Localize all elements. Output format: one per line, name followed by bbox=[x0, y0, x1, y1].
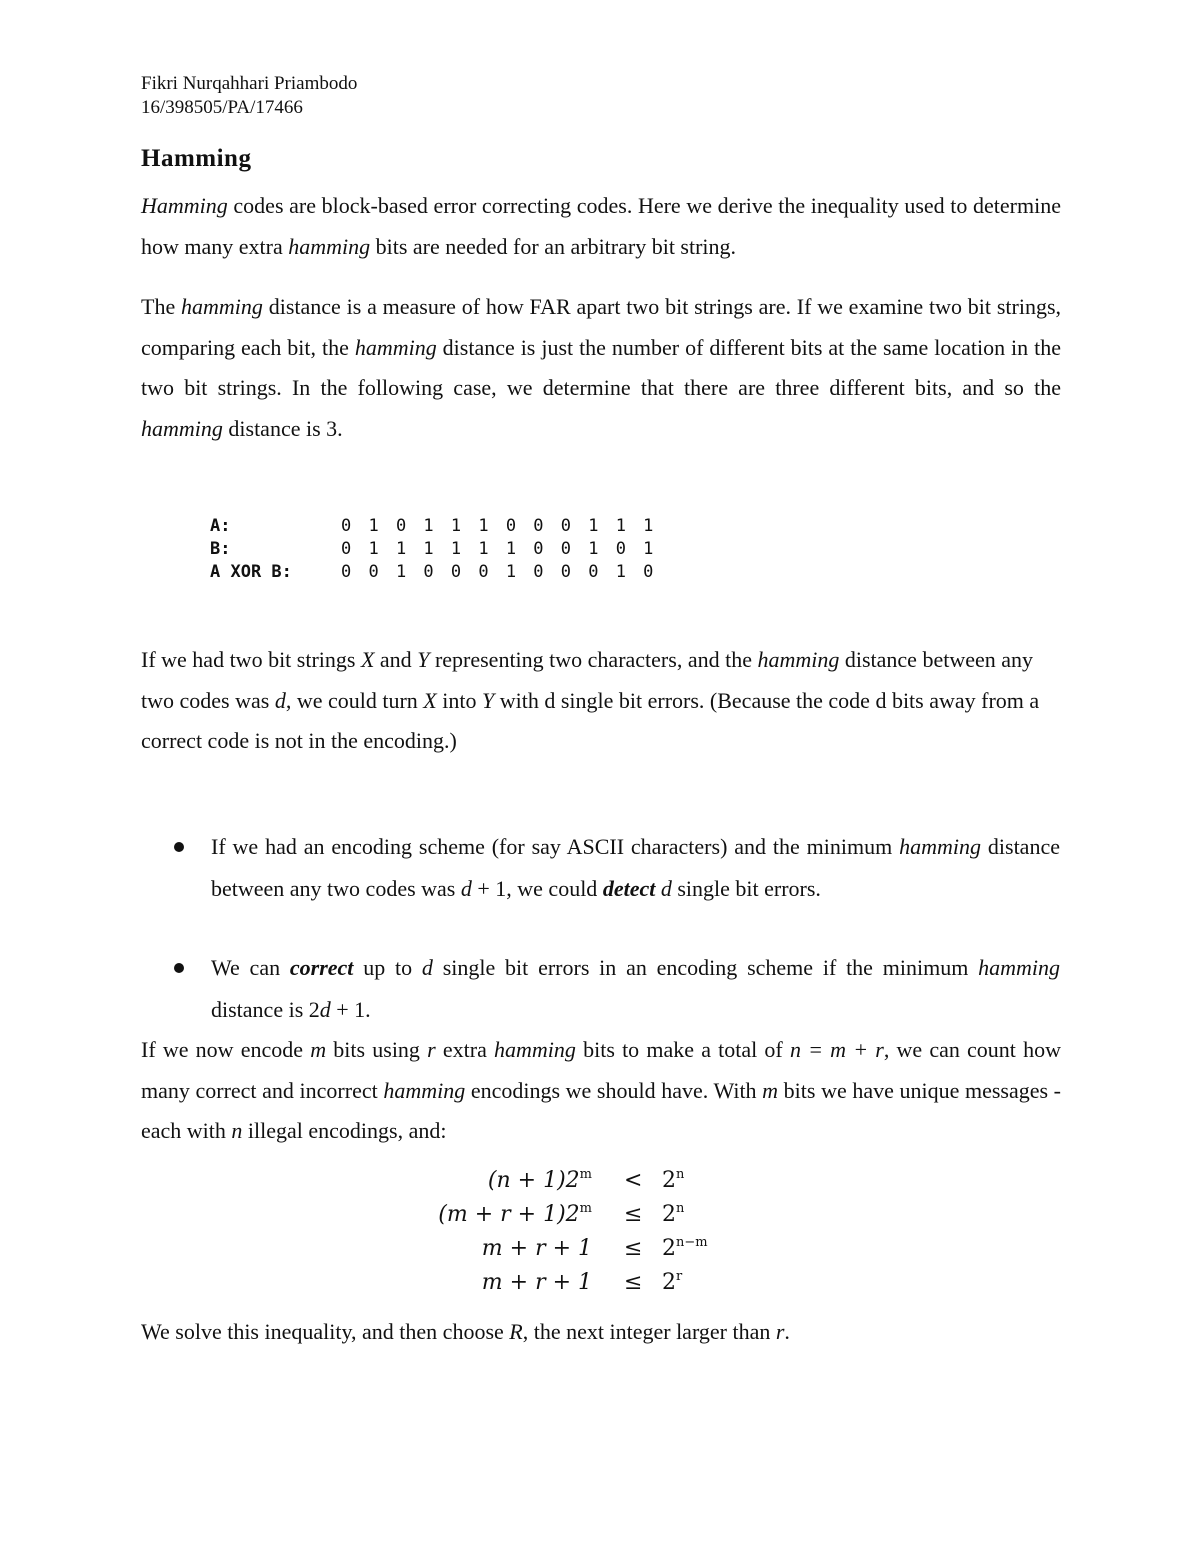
row-bits: 0 1 1 1 1 1 1 0 0 1 0 1 bbox=[341, 539, 654, 559]
bullet-icon bbox=[174, 842, 184, 852]
conclusion-paragraph: We solve this inequality, and then choose R, the next integer larger than r. bbox=[141, 1319, 790, 1344]
inequality-row: $(m + r + 1)2^m$ ≤ 2$^n$ bbox=[438, 1201, 685, 1227]
operator: ≤ bbox=[624, 1236, 643, 1261]
rhs: 2 bbox=[662, 1168, 676, 1193]
row-label: A: bbox=[210, 516, 231, 536]
term-hamming: Hamming bbox=[141, 193, 228, 218]
list-item: We can correct up to d single bit errors in an encoding scheme if the minimum hamming distance is 2d + 1. bbox=[170, 947, 1060, 1030]
intro-paragraph: Hamming codes are block-based error correcting codes. Here we derive the inequality used to determine how many extra hamming bits are needed for an arbitrary bit string. bbox=[141, 193, 1061, 259]
rhs: 2 bbox=[662, 1202, 676, 1227]
lhs: (m + r + 1)2 bbox=[438, 1202, 580, 1227]
rhs: 2 bbox=[662, 1236, 676, 1261]
lhs: m + r + 1 bbox=[481, 1236, 592, 1261]
inequality-row: m + r + 1 ≤ 2$^r$ bbox=[481, 1269, 683, 1295]
rhs: 2 bbox=[662, 1270, 676, 1295]
encoding-paragraph: If we now encode m bits using r extra hamming bits to make a total of n = m + r, we can count how many correct and incorrect hamming encodings we should have. With m bits we have unique messages - each with n illegal encodings, and: bbox=[141, 1037, 1061, 1143]
inequality-block bbox=[440, 1168, 760, 1304]
row-bits: 0 0 1 0 0 0 1 0 0 0 1 0 bbox=[341, 562, 654, 582]
operator: < bbox=[624, 1168, 643, 1193]
operator: ≤ bbox=[624, 1270, 643, 1295]
inequality-row: m + r + 1 ≤ $2^{n-m}$ bbox=[481, 1235, 708, 1261]
lhs: m + r + 1 bbox=[481, 1270, 592, 1295]
bullet-icon bbox=[174, 963, 184, 973]
lhs: (n + 1)2 bbox=[487, 1168, 580, 1193]
distance-paragraph: The hamming distance is a measure of how FAR apart two bit strings are. If we examine two bit strings, comparing each bit, the hamming distance is just the number of different bits at the same location in the two bit strings. In the following case, we determine that there are three different bits, and so the hamming distance is 3. bbox=[141, 294, 1062, 441]
list-item: If we had an encoding scheme (for say ASCII characters) and the minimum hamming distance between any two codes was d + 1, we could detect d single bit errors. bbox=[170, 826, 1060, 909]
page-title: Hamming bbox=[141, 145, 252, 172]
inequality-row: $(n + 1)2^m$ < 2$^n$ bbox=[487, 1167, 685, 1193]
row-label: A XOR B: bbox=[210, 562, 292, 582]
author-name: Fikri Nurqahhari Priambodo bbox=[141, 73, 358, 94]
row-label: B: bbox=[210, 539, 231, 559]
bit-errors-paragraph: If we had two bit strings X and Y representing two characters, and the hamming distance between any two codes was d, we could turn X into Y with d single bit errors. (Because the code d bits away from a correct code is not in the encoding.) bbox=[141, 647, 1040, 753]
operator: ≤ bbox=[624, 1202, 643, 1227]
student-id: 16/398505/PA/17466 bbox=[141, 97, 303, 118]
row-bits: 0 1 0 1 1 1 0 0 0 1 1 1 bbox=[341, 516, 654, 536]
